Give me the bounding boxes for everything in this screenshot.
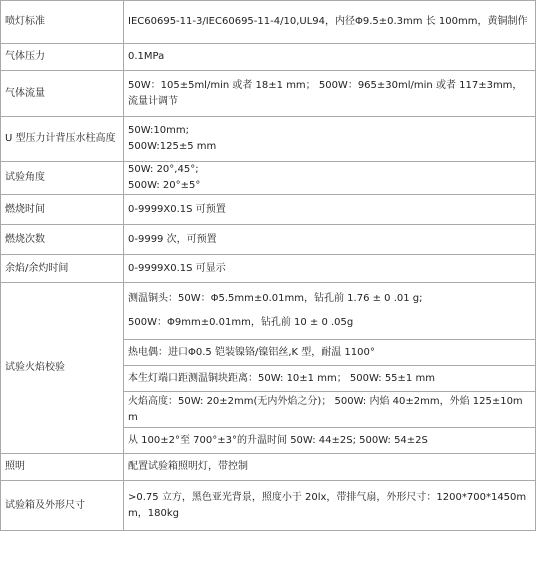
value-split: [128, 123, 531, 155]
table-row: [1, 117, 536, 162]
table-row: [1, 225, 536, 255]
row-value: [124, 366, 536, 392]
row-label: [1, 283, 124, 454]
value-text: IEC60695-11-3/IEC60695-11-4/10,UL94，内径Φ9.5±0.3mm 长 100mm，黄铜制作: [128, 16, 528, 27]
value-text: 50W:10mm;: [128, 125, 189, 136]
label-text: 试验角度: [5, 172, 45, 183]
value-split: [128, 162, 531, 194]
row-label: [1, 481, 124, 531]
row-label: [1, 71, 124, 117]
label-text: 燃烧时间: [5, 203, 45, 215]
label-text: 气体流量: [5, 87, 45, 99]
value-text: 0-9999X0.1S 可预置: [128, 203, 226, 215]
row-label: [1, 255, 124, 283]
value-text: 配置试验箱照明灯，带控制: [128, 461, 248, 472]
value-text: 500W: 20°±5°: [128, 180, 201, 191]
value-text: 0.1MPa: [128, 51, 165, 62]
row-label: [1, 225, 124, 255]
value-text: 500W:125±5 mm: [128, 141, 217, 152]
table-row: [1, 44, 536, 71]
table-row: [1, 283, 536, 340]
value-text: 热电偶：进口Φ0.5 铠装镍铬/镍铝丝,K 型，耐温 1100°: [128, 346, 375, 358]
row-value: [124, 71, 536, 117]
row-value: [124, 255, 536, 283]
table-row: [1, 195, 536, 225]
table-row: [1, 71, 536, 117]
value-text: 500W：Φ9mm±0.01mm，钻孔前 10 ± 0 .05g: [128, 317, 354, 328]
label-text: 试验火焰校验: [5, 362, 65, 373]
row-label: [1, 1, 124, 44]
value-text: 50W：105±5ml/min 或者 18±1 mm； 500W：965±30ml/min 或者 117±3mm，流量计调节: [128, 79, 523, 107]
value-text: 火焰高度：50W: 20±2mm(无内外焰之分)； 500W: 内焰 40±2mm，外焰 125±10mm: [128, 395, 523, 423]
value-text: 测温铜头：50W：Φ5.5mm±0.01mm，钻孔前 1.76 ± 0 .01 g;: [128, 293, 423, 304]
row-label: [1, 44, 124, 71]
row-value: [124, 117, 536, 162]
value-text: 本生灯端口距测温铜块距离：50W: 10±1 mm； 500W: 55±1 mm: [128, 372, 435, 384]
value-text: 0-9999X0.1S 可显示: [128, 262, 226, 274]
table-row: [1, 162, 536, 195]
row-value: [124, 162, 536, 195]
row-value: [124, 392, 536, 428]
label-text: 试验箱及外形尺寸: [5, 499, 85, 511]
value-text: 50W: 20°,45°;: [128, 164, 199, 175]
table-row: [1, 481, 536, 531]
value-text: >0.75 立方，黑色亚光背景，照度小于 20lx，带排气扇，外形尺寸：1200*700*1450mm，180kg: [128, 491, 527, 519]
row-value: [124, 283, 536, 340]
row-value: [124, 428, 536, 454]
label-text: 气体压力: [5, 51, 45, 62]
row-value: [124, 44, 536, 71]
row-value: [124, 481, 536, 531]
row-label: [1, 195, 124, 225]
row-label: [1, 454, 124, 481]
table-row: [1, 454, 536, 481]
row-label: [1, 117, 124, 162]
label-text: U 型压力计背压水柱高度: [5, 133, 116, 144]
row-value: [124, 225, 536, 255]
row-value: [124, 1, 536, 44]
label-text: 余焰/余灼时间: [5, 262, 69, 274]
label-text: 喷灯标准: [5, 16, 45, 27]
label-text: 燃烧次数: [5, 233, 45, 245]
table-row: [1, 255, 536, 283]
row-value: [124, 340, 536, 366]
label-text: 照明: [5, 461, 25, 472]
sub-lines: [128, 291, 531, 331]
value-text: 0-9999 次，可预置: [128, 233, 217, 245]
row-value: [124, 195, 536, 225]
row-label: [1, 162, 124, 195]
value-text: 从 100±2°至 700°±3°的升温时间 50W: 44±2S; 500W: 54±2S: [128, 434, 428, 446]
table-row: [1, 1, 536, 44]
row-value: [124, 454, 536, 481]
